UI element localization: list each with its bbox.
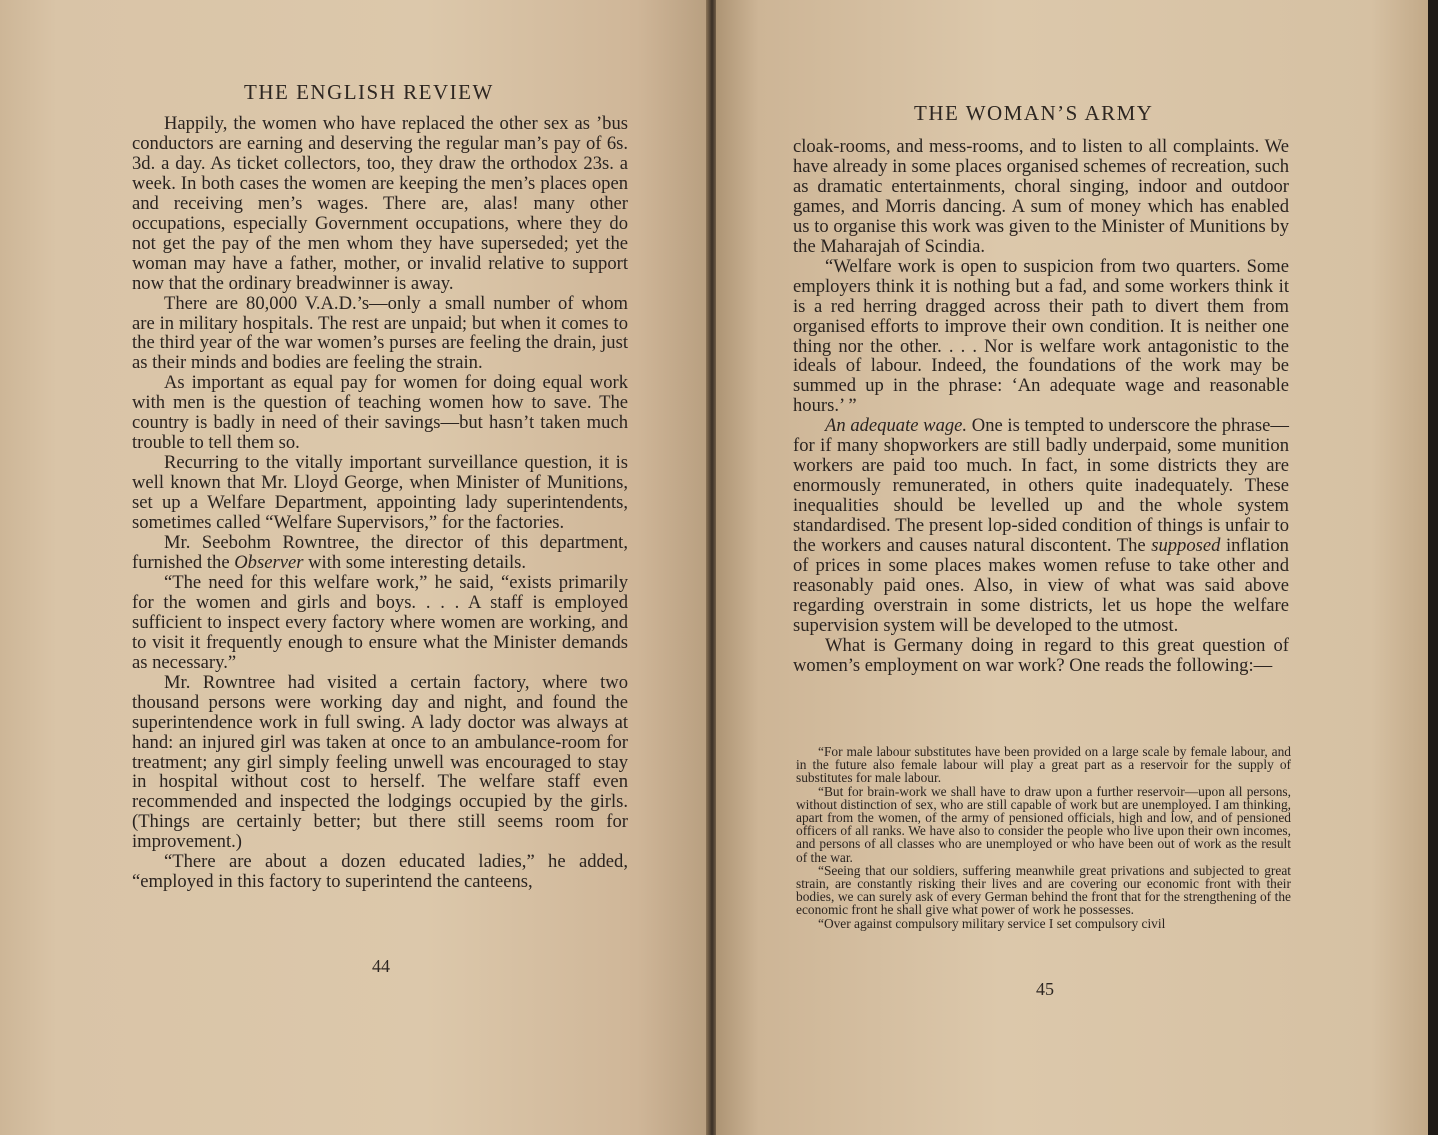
running-header-right: THE WOMAN’S ARMY: [914, 101, 1154, 125]
quote-paragraph: “Over against compulsory military service I set compulsory civil: [818, 915, 1166, 931]
block-quote: [796, 745, 1291, 930]
left-page-body: [132, 114, 628, 892]
page-number-right: 45: [1036, 979, 1054, 999]
text-run: Mr. Seebohm Rowntree, the director of this department, furnished the: [132, 532, 628, 573]
quote-paragraph: “But for brain-work we shall have to draw upon a further reservoir—upon all persons, without distinction of sex, who are still capable of work but are unemployed. I am thinking, apart from the women, of the army of pensioned officials, high and low, and of pensioned officers of all ranks. We have also to consider the people who live upon their own incomes, and persons of all classes who are unemployed or who have been out of work as the result of the war.: [796, 783, 1291, 865]
text-run: One is tempted to underscore the phrase—for if many shopworkers are still badly underpaid, some munition workers are paid too much. In fact, in some districts they are enormously remunerated, in others quite inadequately. These inequalities should be levelled up and the whole system standardised. The present lop-sided condition of things is unfair to the workers and causes natural discontent. The: [793, 415, 1289, 557]
paragraph: Mr. Rowntree had visited a certain factory, where two thousand persons were working day and night, and found the superintendence work in full swing. A lady doctor was always at hand: an injured girl was taken at once to an ambulance-room for treatment; any girl simply feeling unwell was encouraged to stay in hospital without cost to herself. The welfare staff even recommended and inspected the lodgings occupied by the girls. (Things are certainly better; but there still seems room for improvement.): [132, 671, 628, 853]
left-page: [0, 0, 708, 1135]
paragraph: Happily, the women who have replaced the other sex as ’bus conductors are earning and deserving the regular man’s pay of 6s. 3d. a day. As ticket collectors, too, they draw the orthodox 23s. a week. In both cases the women are keeping the men’s places open and receiving men’s wages. There are, alas! many other occupations, especially Government occupations, where they do not get the pay of the men whom they have superseded; yet the woman may have a father, mother, or invalid relative to support now that the ordinary breadwinner is away.: [132, 113, 628, 294]
right-page-body: [793, 137, 1289, 676]
paragraph: “There are about a dozen educated ladies,” he added, “employed in this factory to superintend the canteens,: [132, 851, 628, 893]
text-run: with some interesting details.: [308, 551, 527, 573]
paragraph: What is Germany doing in regard to this great question of women’s employment on war work? One reads the following:—: [793, 634, 1289, 676]
paragraph: “The need for this welfare work,” he said, “exists primarily for the women and girls and boys. . . . A staff is employed sufficient to inspect every factory where women are working, and to visit it frequently enough to ensure what the Minister demands as necessary.”: [132, 571, 628, 673]
paragraph: [793, 416, 1289, 635]
paragraph: Recurring to the vitally important surveillance question, it is well known that Mr. Lloyd George, when Minister of Munitions, set up a Welfare Department, appointing lady superintendents, sometimes called “Welfare Supervisors,” for the factories.: [132, 452, 628, 534]
page-number-left: 44: [372, 956, 390, 976]
paragraph: There are 80,000 V.A.D.’s—only a small number of whom are in military hospitals. The rest are unpaid; but when it comes to the third year of the war women’s purses are feeling the drain, just as their minds and bodies are feeling the strain.: [132, 292, 628, 374]
italic-phrase: An adequate wage.: [825, 415, 968, 437]
running-header-left: THE ENGLISH REVIEW: [244, 80, 494, 104]
italic-title: Observer: [234, 551, 304, 573]
paragraph: [132, 533, 628, 573]
paragraph: “Welfare work is open to suspicion from two quarters. Some employers think it is nothing but a fad, and some workers think it is a red herring dragged across their path to divert them from organised efforts to improve their own condition. It is neither one thing nor the other. . . . Nor is welfare work antagonistic to the ideals of labour. Indeed, the foundations of the work may be summed up in the phrase: ‘An adequate wage and reasonable hours.’ ”: [793, 255, 1289, 417]
quote-paragraph: “Seeing that our soldiers, suffering meanwhile great privations and subjected to great strain, are constantly risking their lives and are covering our economic front with their bodies, we can surely ask of every German behind the front that for the strengthening of the economic front he shall give what power of work he possesses.: [796, 862, 1291, 918]
italic-word: supposed: [1151, 535, 1221, 557]
text-run: inflation of prices in some places makes women refuse to take other and reasonably paid ones. Also, in view of what was said above regarding overstrain in some districts, let us hope the welfare supervision system will be developed to the utmost.: [793, 535, 1289, 636]
paragraph: cloak-rooms, and mess-rooms, and to listen to all complaints. We have already in some places organised schemes of recreation, such as dramatic entertainments, choral singing, indoor and outdoor games, and Morris dancing. A sum of money which has enabled us to organise this work was given to the Minister of Munitions by the Maharajah of Scindia.: [793, 136, 1289, 257]
paragraph: As important as equal pay for women for doing equal work with men is the question of teaching women how to save. The country is badly in need of their savings—but hasn’t taken much trouble to tell them so.: [132, 372, 628, 454]
quote-paragraph: “For male labour substitutes have been provided on a large scale by female labour, and in the future also female labour will play a great part as a reservoir for the supply of substitutes for male labour.: [796, 744, 1291, 786]
right-page: [716, 0, 1428, 1135]
